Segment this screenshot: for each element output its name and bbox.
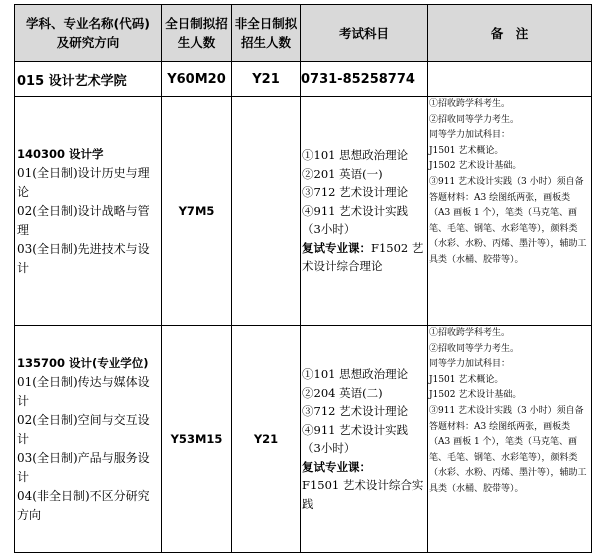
- table-row: [15, 326, 592, 553]
- direction: 04(非全日制)不区分研究方向: [17, 488, 150, 522]
- note-line: ②招收同等学力考生。: [429, 114, 520, 125]
- subject: ④911 艺术设计实践（3小时）: [302, 203, 409, 237]
- direction: 02(全日制)空间与交互设计: [17, 412, 150, 446]
- note-line: J1502 艺术设计基础。: [429, 161, 522, 172]
- table-row: [15, 97, 592, 326]
- header-parttime: 非全日制拟 招生人数: [232, 5, 301, 62]
- note-line: 同等学力加试科目：: [429, 359, 511, 370]
- header-major: 学科、专业名称(代码) 及研究方向: [15, 5, 162, 62]
- department-parttime: Y21: [232, 62, 301, 97]
- department-row: [15, 62, 592, 97]
- subjects-cell: [301, 97, 428, 326]
- retest-text: F1501 艺术设计综合实践: [302, 478, 424, 511]
- admissions-table: [14, 4, 592, 553]
- note-line: J1501 艺术概论。: [429, 374, 504, 385]
- major-cell: [15, 326, 162, 553]
- subject: ③712 艺术设计理论: [302, 404, 409, 418]
- department-phone: 0731-85258774: [301, 62, 428, 97]
- department-fulltime: Y60M20: [162, 62, 232, 97]
- subject: ②204 英语(二): [302, 385, 383, 400]
- direction: 03(全日制)产品与服务设计: [17, 450, 150, 484]
- note-line: ①招收跨学科考生。: [429, 99, 511, 109]
- notes-cell: [428, 97, 592, 326]
- major-code: 140300 设计学: [17, 146, 104, 161]
- subject: ③712 艺术设计理论: [302, 185, 409, 200]
- note-line: ②招收同等学力考生。: [429, 343, 520, 354]
- note-line: ③911 艺术设计实践（3 小时）须自备答题材料：A3 绘图纸两张，画板类（A3 画板 1 个），笔类（马克笔、画笔、毛笔、钢笔、水彩笔等），颜料类（水彩、水粉、丙烯、墨汁等），辅助工具类（水桶、胶带等）。: [429, 405, 587, 494]
- note-line: ①招收跨学科考生。: [429, 328, 511, 338]
- retest-label: 复试专业课：: [302, 240, 371, 255]
- direction: 02(全日制)设计战略与管理: [17, 203, 150, 237]
- subject: ②201 英语(一): [302, 166, 383, 181]
- note-line: J1501 艺术概论。: [429, 145, 504, 156]
- note-line: 同等学力加试科目：: [429, 130, 511, 141]
- direction: 01(全日制)传达与媒体设计: [17, 374, 150, 408]
- notes-cell: [428, 326, 592, 553]
- retest-label: 复试专业课：: [302, 459, 371, 474]
- parttime-quota: Y21: [232, 326, 301, 553]
- major-cell: [15, 97, 162, 326]
- note-line: J1502 艺术设计基础。: [429, 390, 522, 401]
- subject: ①101 思想政治理论: [302, 367, 409, 381]
- header-fulltime: 全日制拟招 生人数: [162, 5, 232, 62]
- header-subjects: 考试科目: [301, 5, 428, 62]
- table-header-row: [15, 5, 592, 62]
- fulltime-quota: Y7M5: [162, 97, 232, 326]
- parttime-quota: [232, 97, 301, 326]
- subject: ①101 思想政治理论: [302, 148, 409, 163]
- retest-text: F1502 艺术设计综合理论: [302, 240, 424, 274]
- major-code: 135700 设计(专业学位): [17, 355, 149, 370]
- department-name: 015 设计艺术学院: [15, 62, 162, 97]
- header-notes: 备 注: [428, 5, 592, 62]
- fulltime-quota: Y53M15: [162, 326, 232, 553]
- direction: 01(全日制)设计历史与理论: [17, 165, 150, 199]
- subject: ④911 艺术设计实践（3小时）: [302, 422, 409, 455]
- department-note: [428, 62, 592, 97]
- direction: 03(全日制)先进技术与设计: [17, 241, 150, 275]
- note-line: ③911 艺术设计实践（3 小时）须自备答题材料：A3 绘图纸两张，画板类（A3 画板 1 个），笔类（马克笔、画笔、毛笔、钢笔、水彩笔等），颜料类（水彩、水粉、丙烯、墨汁等），辅助工具类（水桶、胶带等）。: [429, 176, 587, 265]
- subjects-cell: [301, 326, 428, 553]
- retest: [302, 239, 426, 276]
